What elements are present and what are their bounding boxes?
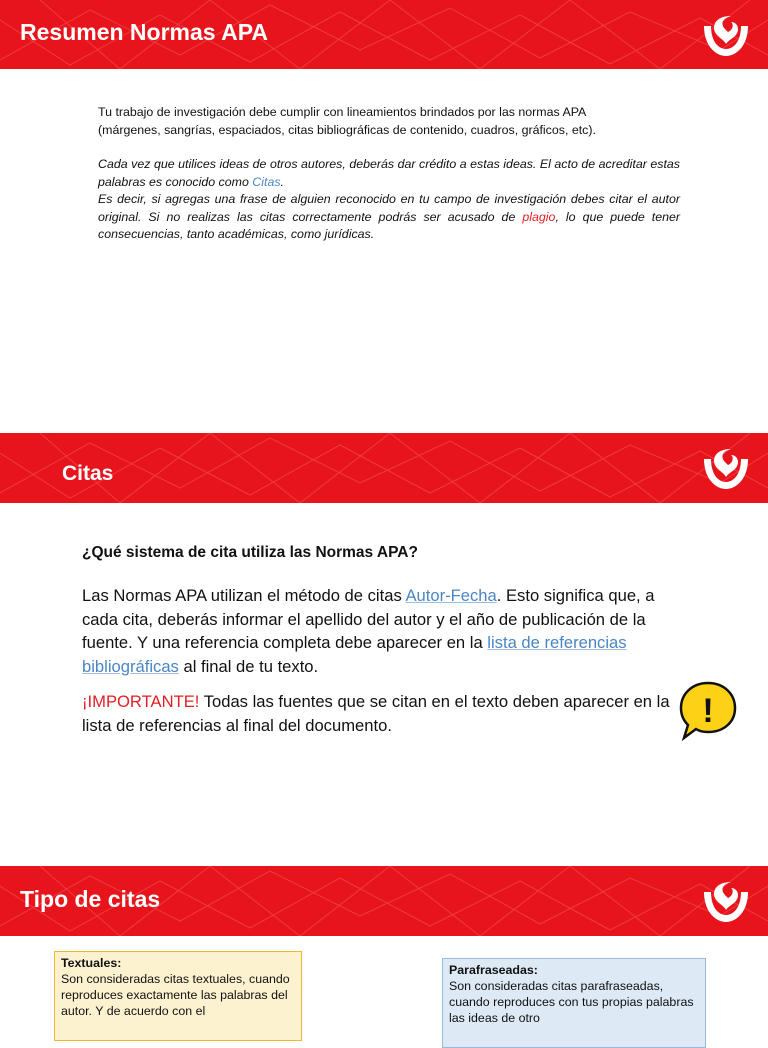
textuales-title: Textuales:	[61, 956, 122, 970]
citas-paragraph: Cada vez que utilices ideas de otros autores, deberás dar crédito a estas ideas. El acto de acreditar estas palabras es conocido como Citas.	[98, 157, 680, 189]
upc-logo-icon	[698, 878, 754, 926]
autor-fecha-link[interactable]: Autor-Fecha	[405, 586, 497, 605]
plagio-link[interactable]: plagio	[522, 209, 556, 224]
slide2-title: Citas	[62, 462, 114, 485]
slide3-header	[0, 866, 768, 936]
bubble-symbol: !	[702, 692, 714, 730]
slide3-title: Tipo de citas	[20, 886, 161, 912]
exclamation-bubble-icon	[678, 680, 738, 742]
parafraseadas-title: Parafraseadas:	[449, 963, 538, 977]
slide2-header	[0, 433, 768, 503]
slide1-title: Resumen Normas APA	[20, 19, 268, 45]
slide2-content	[82, 584, 682, 737]
upc-logo-icon	[698, 445, 754, 493]
parafraseadas-box	[442, 958, 706, 1048]
citas-link[interactable]: Citas	[252, 174, 281, 189]
slide1-content	[98, 104, 680, 244]
textuales-text: Son consideradas citas textuales, cuando reproduces exactamente las palabras del autor. Y de acuerdo con el	[61, 972, 290, 1018]
parafraseadas-text: Son consideradas citas parafraseadas, cuando reproduces con tus propias palabras las ideas de otro	[449, 979, 694, 1025]
plagio-paragraph: Es decir, si agregas una frase de alguien reconocido en tu campo de investigación debes citar el autor original. Si no realizas las citas correctamente podrás ser acusado de plagio, lo que puede tener consecuencias, tanto académicas, como jurídicas.	[98, 192, 680, 241]
referencias-link[interactable]: lista de referencias bibliográficas	[82, 633, 627, 676]
autor-fecha-paragraph: Las Normas APA utilizan el método de citas Autor-Fecha. Esto significa que, a cada cita, deberás informar el apellido del autor y el año de publicación de la fuente. Y una referencia completa debe aparecer en la lista de referencias bibliográficas al final de tu texto.	[82, 586, 655, 676]
important-paragraph: ¡IMPORTANTE! Todas las fuentes que se citan en el texto deben aparecer en la lista de referencias al final del documento.	[82, 692, 670, 735]
upc-logo-icon	[698, 12, 754, 60]
textuales-box	[54, 951, 302, 1041]
apa-question: ¿Qué sistema de cita utiliza las Normas APA?	[82, 544, 418, 561]
intro-line-1: Tu trabajo de investigación debe cumplir con lineamientos brindados por las normas APA	[98, 105, 587, 119]
intro-line-2: (márgenes, sangrías, espaciados, citas bibliográficas de contenido, cuadros, gráficos, etc).	[98, 122, 596, 137]
important-label: ¡IMPORTANTE!	[82, 692, 200, 711]
banner-pattern	[0, 433, 768, 503]
slide1-header	[0, 0, 768, 69]
